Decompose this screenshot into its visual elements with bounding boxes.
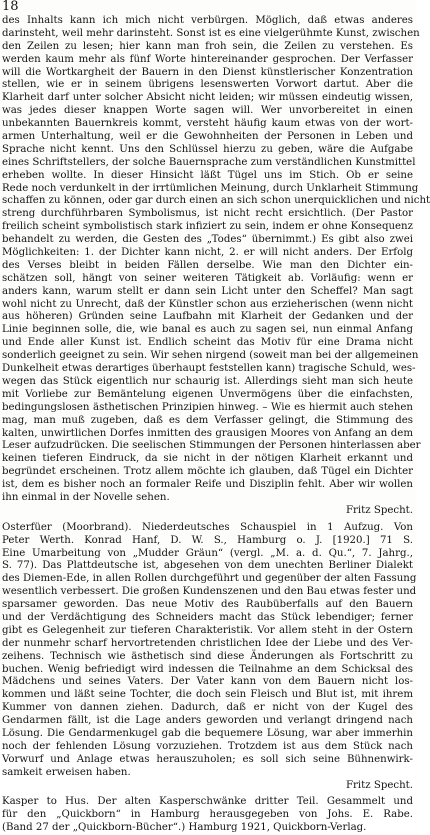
text-line: und der Verdächtigung des Schneiders macht das Stück lebendiger; ferner <box>2 611 413 623</box>
text-line: Leser aufzudrücken. Die seelischen Stimmungen der Personen hinterlassen aber <box>2 440 421 452</box>
text-line: armen Unterhaltung, weil er die Gewohnheiten der Personen in Leben und <box>2 131 413 143</box>
review-text <box>2 15 430 835</box>
text-line: wesentlich verbessert. Die großen Kundenszenen und den Bau etwas fester und <box>2 586 417 598</box>
text-line: Möglichkeiten: 1. der Dichter kann nicht, 2. er will nicht anders. Der Erfolg <box>2 247 413 259</box>
text-line: S. 77). Das Plattdeutsche ist, abgesehen von dem unechten Berliner Dialekt <box>2 560 413 572</box>
text-line: sparsamer geworden. Das neue Motiv des Raubüberfalls auf den Bauern <box>2 599 413 611</box>
text-line: bedingungslosen ästhetischen Prinzipien hinweg. – Wie es hiermit auch stehen <box>2 401 413 413</box>
review-paragraph-1 <box>2 15 430 518</box>
text-line: was jedes dieser knappen Worte sagen will. Wer unvorbereitet in einen <box>2 105 413 117</box>
text-line: buchen. Wenig befriedigt wird indessen die Teilnahme an dem Schicksal des <box>2 663 413 675</box>
text-line: wohl nicht zu Unrecht, daß der Künstler schon aus erzieherischen (wenn nicht <box>2 298 413 310</box>
text-line: Lösung. Die Gendarmenkugel gab die bequemere Lösung, war aber immerhin <box>2 727 413 739</box>
text-line: ist, dem es bisher noch an formaler Reife und Disziplin fehlt. Aber wir wollen <box>2 479 413 491</box>
reviewer-signature: Fritz Specht. <box>345 779 413 791</box>
text-line: (Band 27 der „Quickborn-Bücher“.) Hamburg 1921, Quickborn-Verlag. <box>2 822 367 834</box>
text-line: schätzen soll, hängt von seiner weiteren Tätigkeit ab. Vorläufig: wenn er <box>2 272 413 284</box>
text-line: anders kann, warum stellt er dann sein Licht unter den Scheffel? Man sagt <box>2 285 413 297</box>
text-line: will die Wortkargheit der Bauern in den Dienst künstlerischer Konzentration <box>2 66 413 78</box>
review-heading-line: Osterfüer (Moorbrand). Niederdeutsches Schauspiel in 1 Aufzug. Von <box>2 521 413 533</box>
page-number: 18 <box>2 0 19 14</box>
review-paragraph-2 <box>2 521 417 793</box>
text-line: begründet erscheinen. Trotz allem möchte ich glauben, daß Tügel ein Dichter <box>2 466 413 478</box>
text-line: und Ende aller Kunst ist. Endlich scheint das Motiv für eine Drama nicht <box>2 337 413 349</box>
text-line: Vorwurf und Anlage etwas herauszuholen; es soll sich seine Bühnenwirk- <box>2 753 413 765</box>
text-line: aus höheren) Gründen seine Laufbahn mit Klarheit der Gedanken und der <box>2 311 413 323</box>
review-paragraph-3 <box>2 796 413 835</box>
reviewer-signature: Fritz Specht. <box>345 504 413 516</box>
text-line: kommen und läßt seine Tochter, die doch sein Fleisch und Blut ist, mit ihrem <box>2 689 413 701</box>
text-line: Gendarmen fällt, ist die Lage anders geworden und verlangt dringend nach <box>2 715 413 727</box>
text-line: mit Vorliebe zur Bemäntelung eigenen Unvermögens über die einfachsten, <box>2 388 413 400</box>
text-line: schaffen zu können, oder gar durch einen an sich schon unerquicklichen und nicht <box>2 195 430 207</box>
text-line: des Inhalts kann ich mich nicht verbürgen. Möglich, daß etwas anderes <box>2 15 413 26</box>
text-line: eines Schriftstellers, der solche Bauernsprache zum verständlichen Kunstmittel <box>2 156 416 168</box>
text-line: streng durchführbaren Symbolismus, ist nicht recht ersichtlich. (Der Pastor <box>2 208 413 220</box>
text-line: Sprache nicht kennt. Uns den Schlüssel hierzu zu geben, wäre die Aufgabe <box>2 143 413 155</box>
text-line: werden kaum mehr als fünf Worte hintereinander gesprochen. Der Verfasser <box>2 53 413 65</box>
text-line: Kummer von dannen ziehen. Dadurch, daß er nicht von der Kugel des <box>2 702 413 714</box>
text-line: Rede noch verdunkelt in der irrtümlichen Meinung, durch Unklarheit Stimmung <box>2 182 419 194</box>
text-line: zeihens. Technisch wie ästhetisch sind diese Änderungen als Fortschritt zu <box>2 650 413 662</box>
text-line: freilich scheint symbolistisch stark infiziert zu sein, indem er ohne Konsequenz <box>2 221 413 233</box>
text-line: des Diemen-Ede, in allen Rollen durchgeführt und gegenüber der alten Fassung <box>2 573 417 585</box>
text-line: sonderlich geeignet zu sein. Wir sehen nirgend (soweit man bei der allgemeinen <box>2 350 419 362</box>
text-line: stellen, wie er in seinem übrigens lesenswerten Vorwort dartut. Aber die <box>2 79 413 91</box>
text-line: behandelt zu werden, die Gesten des „Todes“ übernimmt.) Es gibt also zwei <box>2 234 413 246</box>
review-heading-line: Kasper to Hus. Der alten Kasperschwänke dritter Teil. Gesammelt und <box>2 796 413 808</box>
text-line: Mädchens und seines Vaters. Der Vater kann von dem Bauern nicht los- <box>2 676 413 688</box>
text-line: samkeit erweisen haben. <box>2 766 131 778</box>
text-line: ihn einmal in der Novelle sehen. <box>2 491 170 503</box>
text-line: darinsteht, weil mehr darinsteht. Sonst ist es eine vielgerühmte Kunst, zwischen <box>2 27 420 39</box>
text-line: keinen tieferen Eindruck, da sie nicht in der nötigen Klarheit erkannt und <box>2 453 413 465</box>
text-line: den Zeilen zu lesen; hier kann man froh sein, die Zeilen zu verstehen. Es <box>2 40 413 52</box>
text-line: mag, man muß zugeben, daß es dem Verfasser gelingt, die Stimmung des <box>2 414 413 426</box>
text-line: Dunkelheit etwas derartiges überhaupt feststellen kann) tragische Schuld, wes- <box>2 363 416 375</box>
text-line: des Verses bleibt in beiden Fällen derselbe. Wie man den Dichter ein- <box>2 259 413 271</box>
text-line: Eine Umarbeitung von „Mudder Gräun“ (vergl. „M. a. d. Qu.“, 7. Jahrg., <box>2 547 413 559</box>
text-line: kalten, unwirtlichen Dorfes inmitten des grausigen Moores von Anfang an dem <box>2 427 413 439</box>
text-line: wegen das Stück eigentlich nur schaurig ist. Allerdings sieht man sich heute <box>2 375 413 387</box>
text-line: erheben wollte. In dieser Hinsicht läßt Tügel uns im Stich. Ob er seine <box>2 169 413 181</box>
text-line: für den „Quickborn“ in Hamburg herausgegeben von Johs. E. Rabe. <box>2 809 413 821</box>
text-line: Klarheit darf unter solcher Absicht nicht leiden; wir müssen eindeutig wissen, <box>2 92 413 104</box>
text-line: gibt es Gelegenheit zur tieferen Charakteristik. Vor allem steht in der Ostern <box>2 624 413 636</box>
text-line: noch der fehlenden Lösung vorzuziehen. Trotzdem ist aus dem Stück nach <box>2 740 413 752</box>
text-line: Linie beginnen solle, die, wie banal es auch zu sagen sei, nun einmal Anfang <box>2 324 413 336</box>
text-line: Peter Werth. Konrad Hanf, D. W. S., Hamburg o. J. [1920.] 71 S. <box>2 534 413 546</box>
text-line: unbekannten Bauernkreis kommt, versteht häufig kaum etwas von der wort- <box>2 118 413 130</box>
text-line: der nunmehr scharf hervortretenden christlichen Idee der Liebe und des Ver- <box>2 637 413 649</box>
